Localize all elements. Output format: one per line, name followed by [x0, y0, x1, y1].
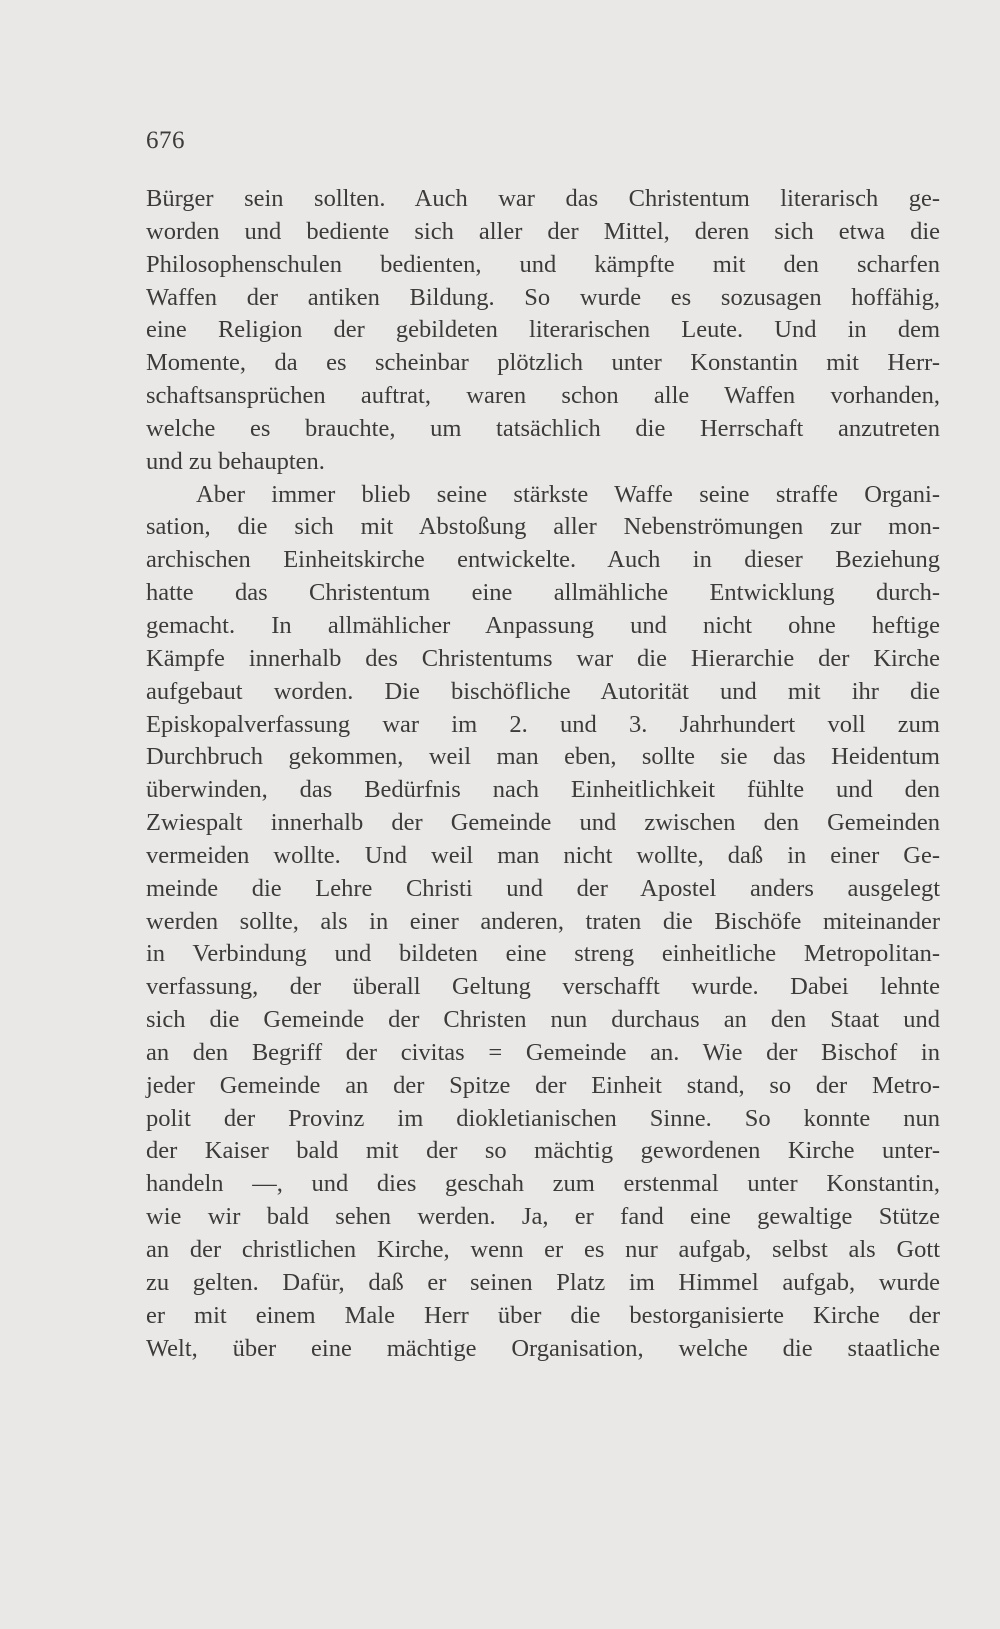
- text-line: Kämpfe innerhalb des Christentums war die Hierarchie der Kirche: [146, 644, 940, 672]
- text-line: gemacht. In allmählicher Anpassung und nicht ohne heftige: [146, 611, 940, 639]
- text-line: worden und bediente sich aller der Mittel, deren sich etwa die: [146, 217, 940, 245]
- text-line: zu gelten. Dafür, daß er seinen Platz im Himmel aufgab, wurde: [146, 1268, 940, 1296]
- text-line: wie wir bald sehen werden. Ja, er fand eine gewaltige Stütze: [146, 1203, 940, 1231]
- text-line: handeln —, und dies geschah zum erstenmal unter Konstantin,: [146, 1170, 940, 1198]
- text-line: werden sollte, als in einer anderen, traten die Bischöfe miteinander: [146, 907, 940, 935]
- text-line: hatte das Christentum eine allmähliche Entwicklung durch-: [146, 579, 940, 607]
- text-line: eine Religion der gebildeten literarischen Leute. Und in dem: [146, 316, 940, 344]
- text-line: Bürger sein sollten. Auch war das Christentum literarisch ge-: [146, 185, 940, 212]
- text-line: sich die Gemeinde der Christen nun durchaus an den Staat und: [146, 1006, 940, 1034]
- text-line: Durchbruch gekommen, weil man eben, sollte sie das Heidentum: [146, 743, 940, 771]
- text-line: an der christlichen Kirche, wenn er es nur aufgab, selbst als Gott: [146, 1236, 940, 1263]
- body-text: [146, 183, 940, 1365]
- text-line: er mit einem Male Herr über die bestorganisierte Kirche der: [146, 1301, 940, 1329]
- text-line: der Kaiser bald mit der so mächtig gewordenen Kirche unter-: [146, 1137, 940, 1165]
- text-line: überwinden, das Bedürfnis nach Einheitlichkeit fühlte und den: [146, 776, 940, 804]
- text-line: meinde die Lehre Christi und der Apostel anders ausgelegt: [146, 874, 940, 902]
- text-line: Episkopalverfassung war im 2. und 3. Jahrhundert voll zum: [146, 710, 940, 738]
- text-line: jeder Gemeinde an der Spitze der Einheit stand, so der Metro-: [146, 1071, 940, 1099]
- page-number: 676: [146, 127, 185, 154]
- text-line: in Verbindung und bildeten eine streng einheitliche Metropolitan-: [146, 940, 940, 968]
- text-line: welche es brauchte, um tatsächlich die Herrschaft anzutreten: [146, 414, 940, 442]
- text-line: an den Begriff der civitas = Gemeinde an. Wie der Bischof in: [146, 1038, 940, 1066]
- text-line: sation, die sich mit Abstoßung aller Nebenströmungen zur mon-: [146, 513, 940, 541]
- text-line: aufgebaut worden. Die bischöfliche Autorität und mit ihr die: [146, 677, 940, 705]
- text-line: Philosophenschulen bedienten, und kämpfte mit den scharfen: [146, 250, 940, 278]
- text-line: Waffen der antiken Bildung. So wurde es sozusagen hoffähig,: [146, 283, 940, 311]
- text-line: Aber immer blieb seine stärkste Waffe seine straffe Organi-: [196, 480, 940, 508]
- text-line: polit der Provinz im diokletianischen Sinne. So konnte nun: [146, 1104, 940, 1132]
- text-line: und zu behaupten.: [146, 447, 325, 475]
- text-line: vermeiden wollte. Und weil man nicht wollte, daß in einer Ge-: [146, 841, 940, 869]
- text-line: verfassung, der überall Geltung verschafft wurde. Dabei lehnte: [146, 973, 940, 1001]
- text-line: Welt, über eine mächtige Organisation, welche die staatliche: [146, 1334, 940, 1362]
- text-line: Zwiespalt innerhalb der Gemeinde und zwischen den Gemeinden: [146, 809, 940, 837]
- text-line: Momente, da es scheinbar plötzlich unter Konstantin mit Herr-: [146, 349, 940, 377]
- text-line: archischen Einheitskirche entwickelte. Auch in dieser Beziehung: [146, 546, 940, 574]
- text-line: schaftsansprüchen auftrat, waren schon alle Waffen vorhanden,: [146, 382, 940, 410]
